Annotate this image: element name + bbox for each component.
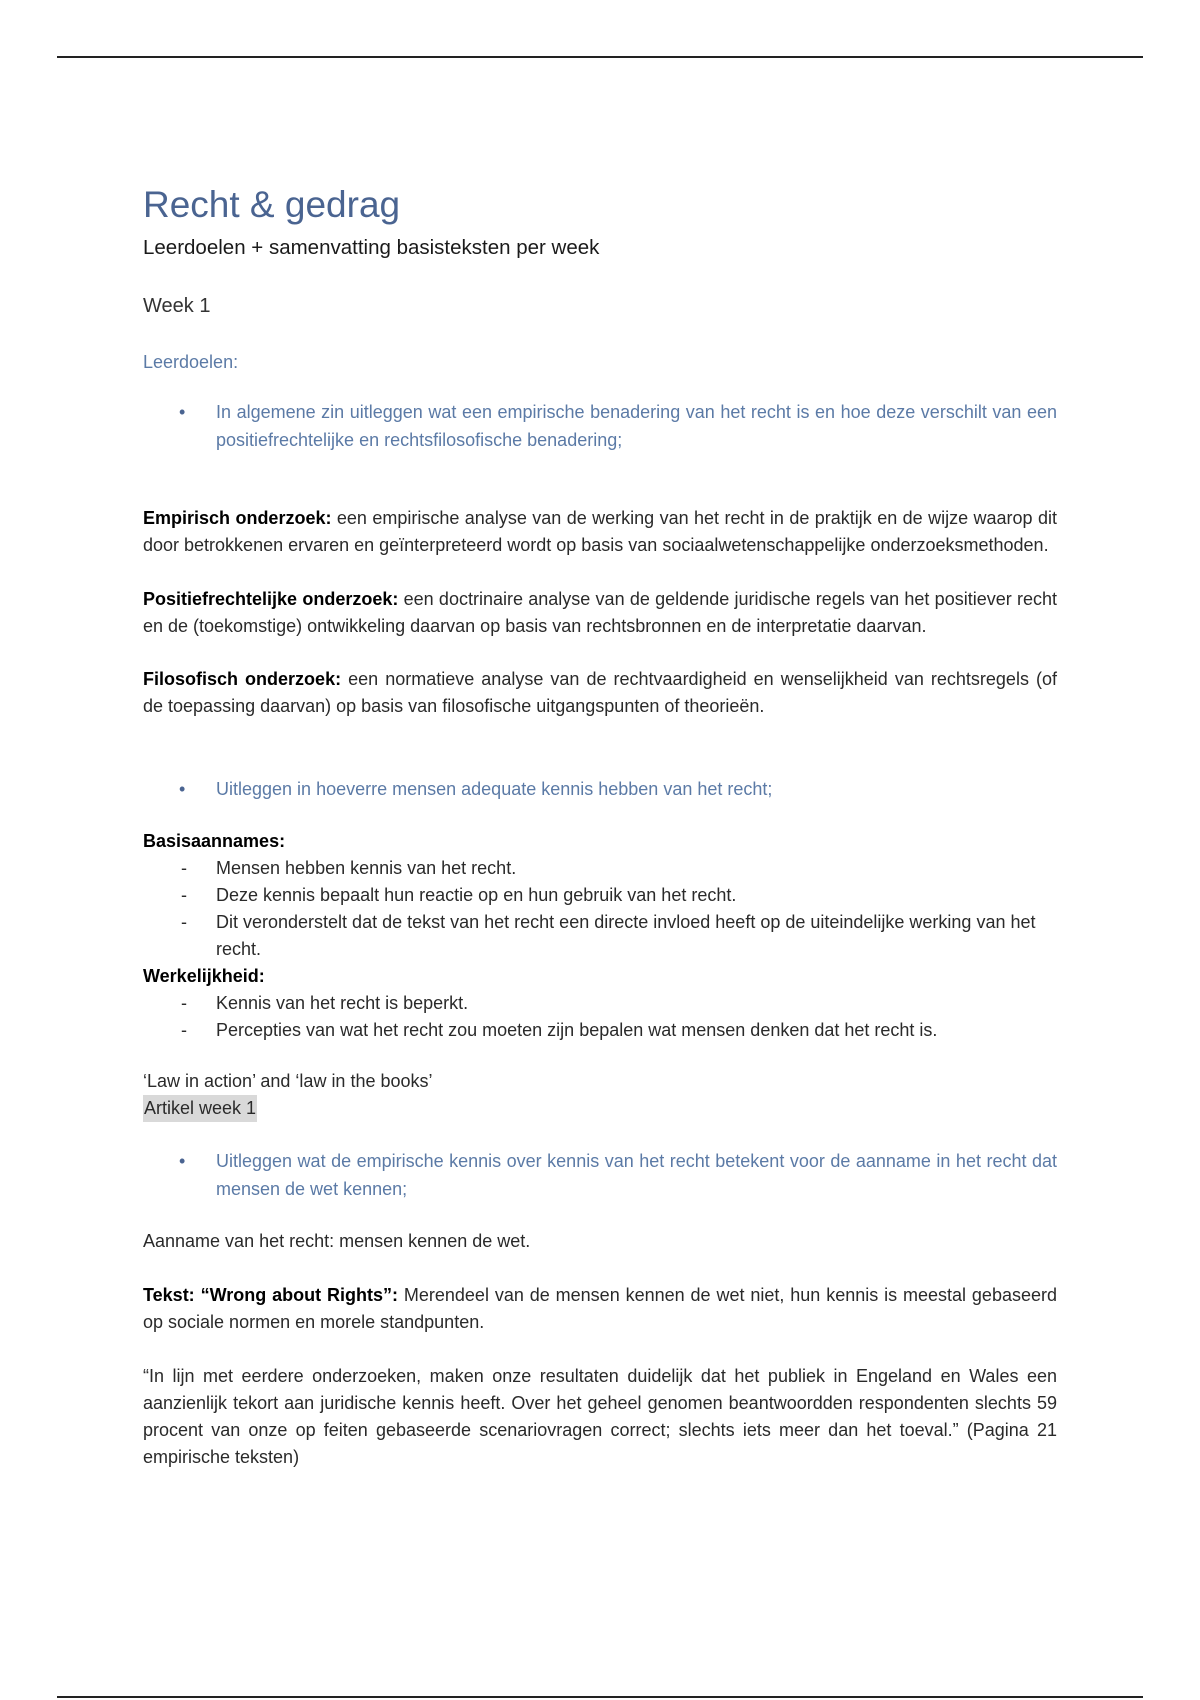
list-item: [143, 882, 1057, 909]
dash-icon: -: [181, 858, 187, 878]
heading-basisaannames: Basisaannames:: [143, 831, 286, 851]
list-item: [143, 909, 1057, 963]
document-body: [143, 180, 1057, 1471]
text-positief: een doctrinaire analyse van de geldende juridische regels van het positiever recht en de (toekomstige) ontwikkeling daarvan op basis van rechtsbronnen en de interpretatie daarvan.: [143, 589, 1058, 636]
list-item-text: Deze kennis bepaalt hun reactie op en hun gebruik van het recht.: [216, 885, 737, 905]
paragraph-empirisch: [143, 505, 1057, 559]
learning-goal-3: [143, 1147, 1057, 1203]
list-item-text: Kennis van het recht is beperkt.: [216, 993, 469, 1013]
heading-werkelijkheid: Werkelijkheid:: [143, 966, 265, 986]
dash-icon: -: [181, 885, 187, 905]
dash-icon: -: [181, 912, 187, 932]
dash-icon: -: [181, 993, 187, 1013]
term-tekst: Tekst: “Wrong about Rights”:: [143, 1285, 398, 1305]
aanname-line: Aanname van het recht: mensen kennen de wet.: [143, 1231, 531, 1251]
artikel-highlight: Artikel week 1: [143, 1095, 257, 1122]
learning-goal-1: [143, 398, 1057, 454]
text-filosofisch: een normatieve analyse van de rechtvaardigheid en wenselijkheid van rechtsregels (of de toepassing daarvan) op basis van filosofische uitgangspunten of theorieën.: [143, 669, 1057, 716]
term-empirisch: Empirisch onderzoek:: [143, 508, 332, 528]
term-filosofisch: Filosofisch onderzoek:: [143, 669, 342, 689]
list-item-text: Mensen hebben kennis van het recht.: [216, 858, 517, 878]
bottom-rule: [57, 1696, 1143, 1698]
week-heading: Week 1: [143, 295, 211, 317]
bullet-icon: •: [179, 779, 186, 799]
document-subtitle: Leerdoelen + samenvatting basisteksten per week: [143, 236, 600, 259]
paragraph-filosofisch: [143, 666, 1057, 720]
learning-goal-text: Uitleggen in hoeverre mensen adequate kennis hebben van het recht;: [216, 779, 773, 799]
artikel-line: [143, 1095, 1057, 1122]
list-item-text: Dit veronderstelt dat de tekst van het recht een directe invloed heeft op de uiteindelijke werking van het recht.: [216, 912, 1036, 959]
quote-paragraph: “In lijn met eerdere onderzoeken, maken onze resultaten duidelijk dat het publiek in Engeland en Wales een aanzienlijk tekort aan juridische kennis heeft. Over het geheel genomen beantwoordden respondenten slechts 59 procent van onze op feiten gebaseerde scenariovragen correct; slechts iets meer dan het toeval.” (Pagina 21 empirische teksten): [143, 1366, 1057, 1467]
dash-icon: -: [181, 1020, 187, 1040]
top-rule: [57, 56, 1143, 58]
learning-goal-text: In algemene zin uitleggen wat een empirische benadering van het recht is en hoe deze verschilt van een positiefrechtelijke en rechtsfilosofische benadering;: [216, 402, 1057, 450]
text-empirisch: een empirische analyse van de werking van het recht in de praktijk en de wijze waarop dit door betrokkenen ervaren en geïnterpreteerd wordt op basis van sociaalwetenschappelijke onderzoeksmethoden.: [143, 508, 1057, 555]
law-in-action-line: ‘Law in action’ and ‘law in the books’: [143, 1071, 433, 1091]
list-item-text: Percepties van wat het recht zou moeten zijn bepalen wat mensen denken dat het recht is.: [216, 1020, 938, 1040]
term-positief: Positiefrechtelijke onderzoek:: [143, 589, 399, 609]
bullet-icon: •: [179, 1151, 186, 1171]
list-item: [143, 1017, 1057, 1044]
learning-goals-label: Leerdoelen:: [143, 352, 239, 372]
text-tekst: Merendeel van de mensen kennen de wet niet, hun kennis is meestal gebaseerd op sociale normen en morele standpunten.: [143, 1285, 1057, 1332]
learning-goal-text: Uitleggen wat de empirische kennis over kennis van het recht betekent voor de aanname in het recht dat mensen de wet kennen;: [216, 1151, 1057, 1199]
document-title: Recht & gedrag: [143, 184, 401, 225]
bullet-icon: •: [179, 402, 186, 422]
learning-goal-2: [143, 775, 1057, 803]
paragraph-wrong-about-rights: [143, 1282, 1057, 1336]
list-item: [143, 990, 1057, 1017]
paragraph-positief: [143, 586, 1057, 640]
list-item: [143, 855, 1057, 882]
